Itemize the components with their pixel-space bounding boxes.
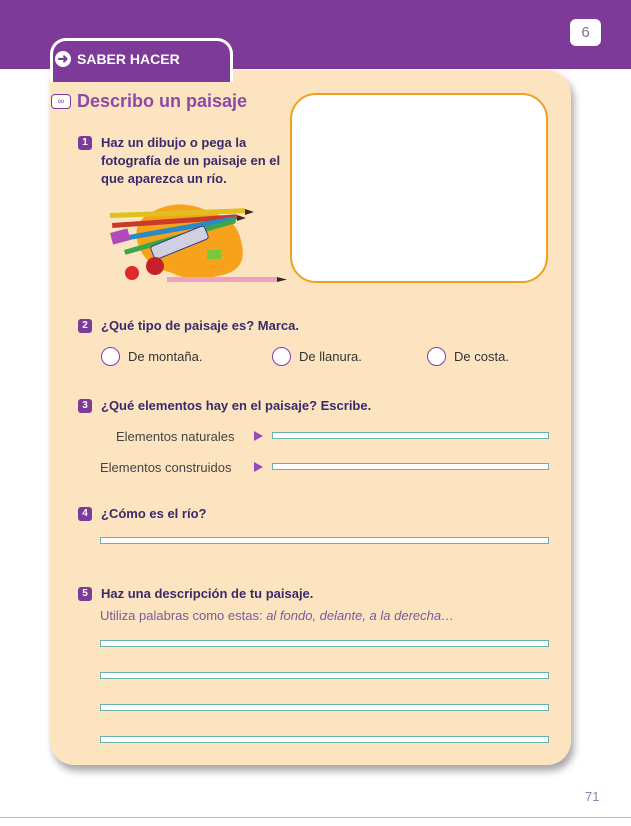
option-montana-label: De montaña. bbox=[128, 349, 203, 364]
option-costa-label: De costa. bbox=[454, 349, 509, 364]
section-tab-label: SABER HACER bbox=[77, 51, 180, 67]
option-montana-checkbox[interactable] bbox=[101, 347, 120, 366]
question-4-number: 4 bbox=[78, 507, 92, 521]
label-elementos-construidos: Elementos construidos bbox=[100, 460, 232, 475]
bottom-divider bbox=[0, 817, 631, 818]
hint-prefix: Utiliza palabras como estas: bbox=[100, 608, 267, 623]
option-costa[interactable] bbox=[427, 347, 509, 366]
rio-input-line[interactable] bbox=[100, 537, 549, 544]
page-number: 71 bbox=[585, 789, 600, 804]
construidos-input-line[interactable] bbox=[272, 463, 549, 470]
question-1 bbox=[78, 134, 283, 188]
question-5-text: Haz una descripción de tu paisaje. bbox=[101, 586, 314, 601]
unit-number-badge: 6 bbox=[570, 19, 601, 46]
question-1-text: Haz un dibujo o pega la fotografía de un paisaje en el que aparezca un río. bbox=[101, 135, 281, 186]
pencils-illustration bbox=[102, 195, 292, 290]
question-2 bbox=[78, 317, 518, 335]
option-llanura[interactable] bbox=[272, 347, 362, 366]
question-1-number: 1 bbox=[78, 136, 92, 150]
drawing-frame[interactable] bbox=[290, 93, 548, 283]
page-title: Describo un paisaje bbox=[77, 91, 248, 111]
arrow-right-icon bbox=[254, 462, 263, 472]
description-line-3[interactable] bbox=[100, 704, 549, 711]
label-elementos-naturales: Elementos naturales bbox=[116, 429, 235, 444]
title-row bbox=[51, 91, 247, 112]
description-line-4[interactable] bbox=[100, 736, 549, 743]
paisaje-icon: ∞ bbox=[51, 94, 71, 109]
hint-examples: al fondo, delante, a la derecha… bbox=[266, 608, 455, 623]
description-line-2[interactable] bbox=[100, 672, 549, 679]
option-montana[interactable] bbox=[101, 347, 202, 366]
arrow-right-circle-icon: ➜ bbox=[55, 51, 71, 67]
option-costa-checkbox[interactable] bbox=[427, 347, 446, 366]
naturales-input-line[interactable] bbox=[272, 432, 549, 439]
question-3-number: 3 bbox=[78, 399, 92, 413]
question-5-number: 5 bbox=[78, 587, 92, 601]
option-llanura-label: De llanura. bbox=[299, 349, 362, 364]
question-3-text: ¿Qué elementos hay en el paisaje? Escribe. bbox=[101, 398, 372, 413]
question-4 bbox=[78, 505, 518, 523]
question-4-text: ¿Cómo es el río? bbox=[101, 506, 207, 521]
question-5-hint bbox=[100, 608, 454, 623]
description-line-1[interactable] bbox=[100, 640, 549, 647]
question-3 bbox=[78, 397, 518, 415]
question-2-number: 2 bbox=[78, 319, 92, 333]
arrow-right-icon bbox=[254, 431, 263, 441]
section-tab-label-wrap bbox=[55, 48, 180, 70]
question-5 bbox=[78, 585, 518, 603]
option-llanura-checkbox[interactable] bbox=[272, 347, 291, 366]
question-2-text: ¿Qué tipo de paisaje es? Marca. bbox=[101, 318, 299, 333]
